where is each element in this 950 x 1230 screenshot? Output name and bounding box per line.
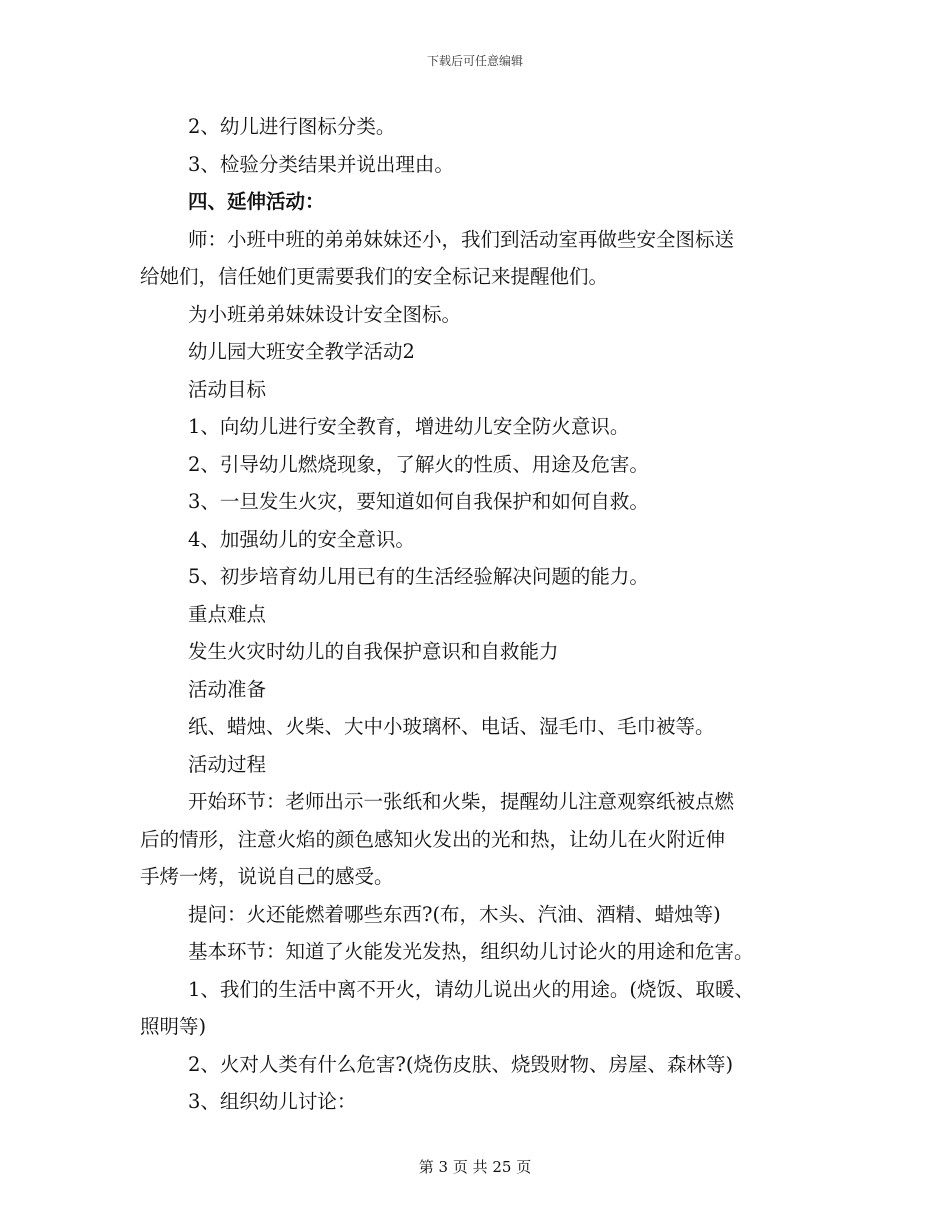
section-heading: 四、延伸活动： [188, 190, 325, 213]
text-line: 给她们，信任她们更需要我们的安全标记来提醒他们。 [140, 265, 609, 288]
text-line: 2、引导幼儿燃烧现象，了解火的性质、用途及危害。 [188, 452, 649, 476]
text-line: 1、向幼儿进行安全教育，增进幼儿安全防火意识。 [188, 415, 630, 438]
text-line: 3、组织幼儿讨论： [188, 1090, 357, 1113]
page-number: 第 3 页 共 25 页 [418, 1158, 532, 1176]
text-line: 后的情形，注意火焰的颜色感知火发出的光和热，让幼儿在火附近伸 [140, 827, 726, 851]
text-line: 活动目标 [188, 377, 267, 401]
text-line: 手烤一烤，说说自己的感受。 [140, 865, 394, 888]
text-line: 为小班弟弟妹妹设计安全图标。 [188, 302, 462, 326]
text-line: 3、检验分类结果并说出理由。 [188, 152, 454, 176]
text-line: 发生火灾时幼儿的自我保护意识和自救能力 [188, 640, 559, 663]
text-line: 2、幼儿进行图标分类。 [188, 115, 396, 138]
text-line: 基本环节：知道了火能发光发热，组织幼儿讨论火的用途和危害。 [188, 940, 754, 963]
text-line: 活动过程 [188, 752, 267, 776]
text-line: 4、加强幼儿的安全意识。 [188, 527, 415, 551]
text-line: 3、一旦发生火灾，要知道如何自我保护和如何自救。 [188, 490, 649, 513]
text-line: 照明等) [140, 1015, 207, 1038]
document-body [140, 108, 812, 1121]
text-line: 活动准备 [188, 677, 267, 701]
text-line: 开始环节：老师出示一张纸和火柴，提醒幼儿注意观察纸被点燃 [188, 790, 735, 813]
text-line: 2、火对人类有什么危害?(烧伤皮肤、烧毁财物、房屋、森林等) [188, 1052, 734, 1076]
page-header: 下载后可任意编辑 [426, 54, 523, 68]
text-line: 重点难点 [188, 602, 267, 626]
text-line: 师：小班中班的弟弟妹妹还小，我们到活动室再做些安全图标送 [188, 227, 735, 251]
text-line: 幼儿园大班安全教学活动2 [188, 340, 415, 363]
text-line: 提问：火还能燃着哪些东西?(布，木头、汽油、酒精、蜡烛等) [188, 902, 721, 926]
text-line: 1、我们的生活中离不开火，请幼儿说出火的用途。(烧饭、取暖、 [188, 977, 755, 1001]
text-line: 5、初步培育幼儿用已有的生活经验解决问题的能力。 [188, 565, 649, 588]
text-line: 纸、蜡烛、火柴、大中小玻璃杯、电话、湿毛巾、毛巾被等。 [188, 715, 715, 738]
